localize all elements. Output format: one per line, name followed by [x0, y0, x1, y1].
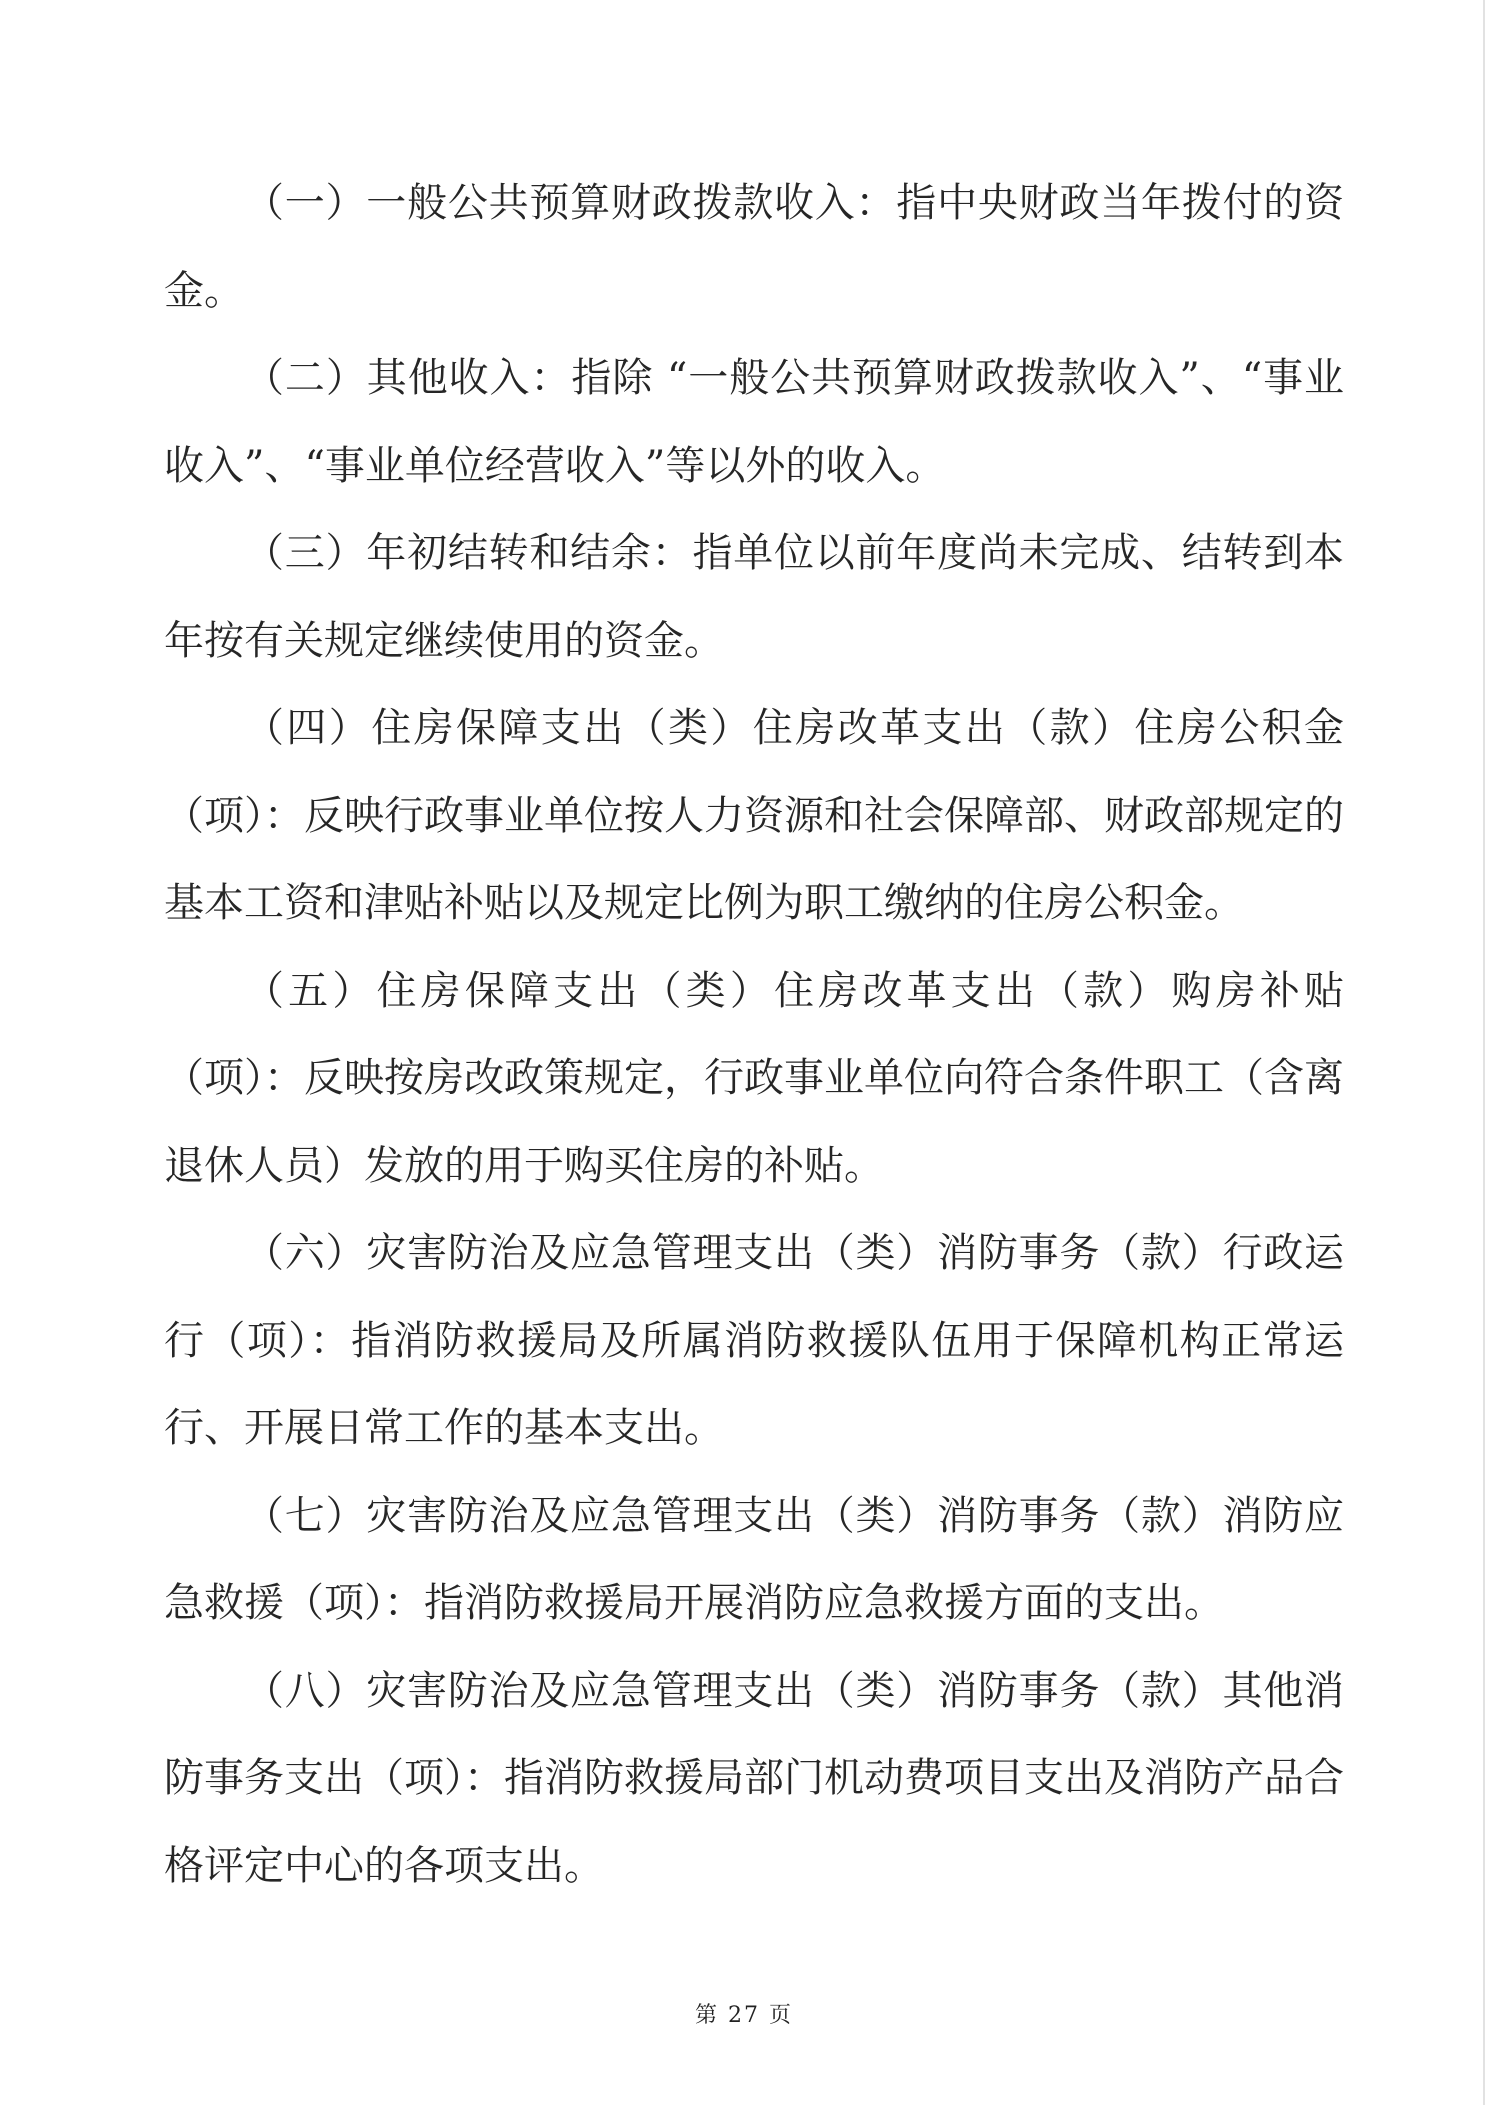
paragraph-7: （七）灾害防治及应急管理支出（类）消防事务（款）消防应急救援（项）：指消防救援局开展消防应急救援方面的支出。: [164, 1492, 1344, 1626]
paragraph-1: （一）一般公共预算财政拨款收入：指中央财政当年拨付的资金。: [164, 180, 1344, 314]
page-edge-line: [1483, 0, 1485, 2105]
paragraph-6: （六）灾害防治及应急管理支出（类）消防事务（款）行政运行（项）：指消防救援局及所属消防救援队伍用于保障机构正常运行、开展日常工作的基本支出。: [164, 1230, 1344, 1451]
paragraph-8: （八）灾害防治及应急管理支出（类）消防事务（款）其他消防事务支出（项）：指消防救援局部门机动费项目支出及消防产品合格评定中心的各项支出。: [164, 1667, 1344, 1889]
paragraph-2: （二）其他收入：指除 “一般公共预算财政拨款收入”、“事业收入”、“事业单位经营收入”等以外的收入。: [164, 355, 1344, 489]
paragraph-3: （三）年初结转和结余：指单位以前年度尚未完成、结转到本年按有关规定继续使用的资金。: [164, 530, 1344, 664]
paragraph-4: （四）住房保障支出（类）住房改革支出（款）住房公积金（项）：反映行政事业单位按人力资源和社会保障部、财政部规定的基本工资和津贴补贴以及规定比例为职工缴纳的住房公积金。: [164, 705, 1344, 926]
page-number: 第 27 页: [695, 2003, 793, 2028]
body-text: [164, 160, 1344, 1910]
paragraph-5: （五）住房保障支出（类）住房改革支出（款）购房补贴（项）：反映按房改政策规定，行政事业单位向符合条件职工（含离退休人员）发放的用于购买住房的补贴。: [164, 967, 1344, 1189]
